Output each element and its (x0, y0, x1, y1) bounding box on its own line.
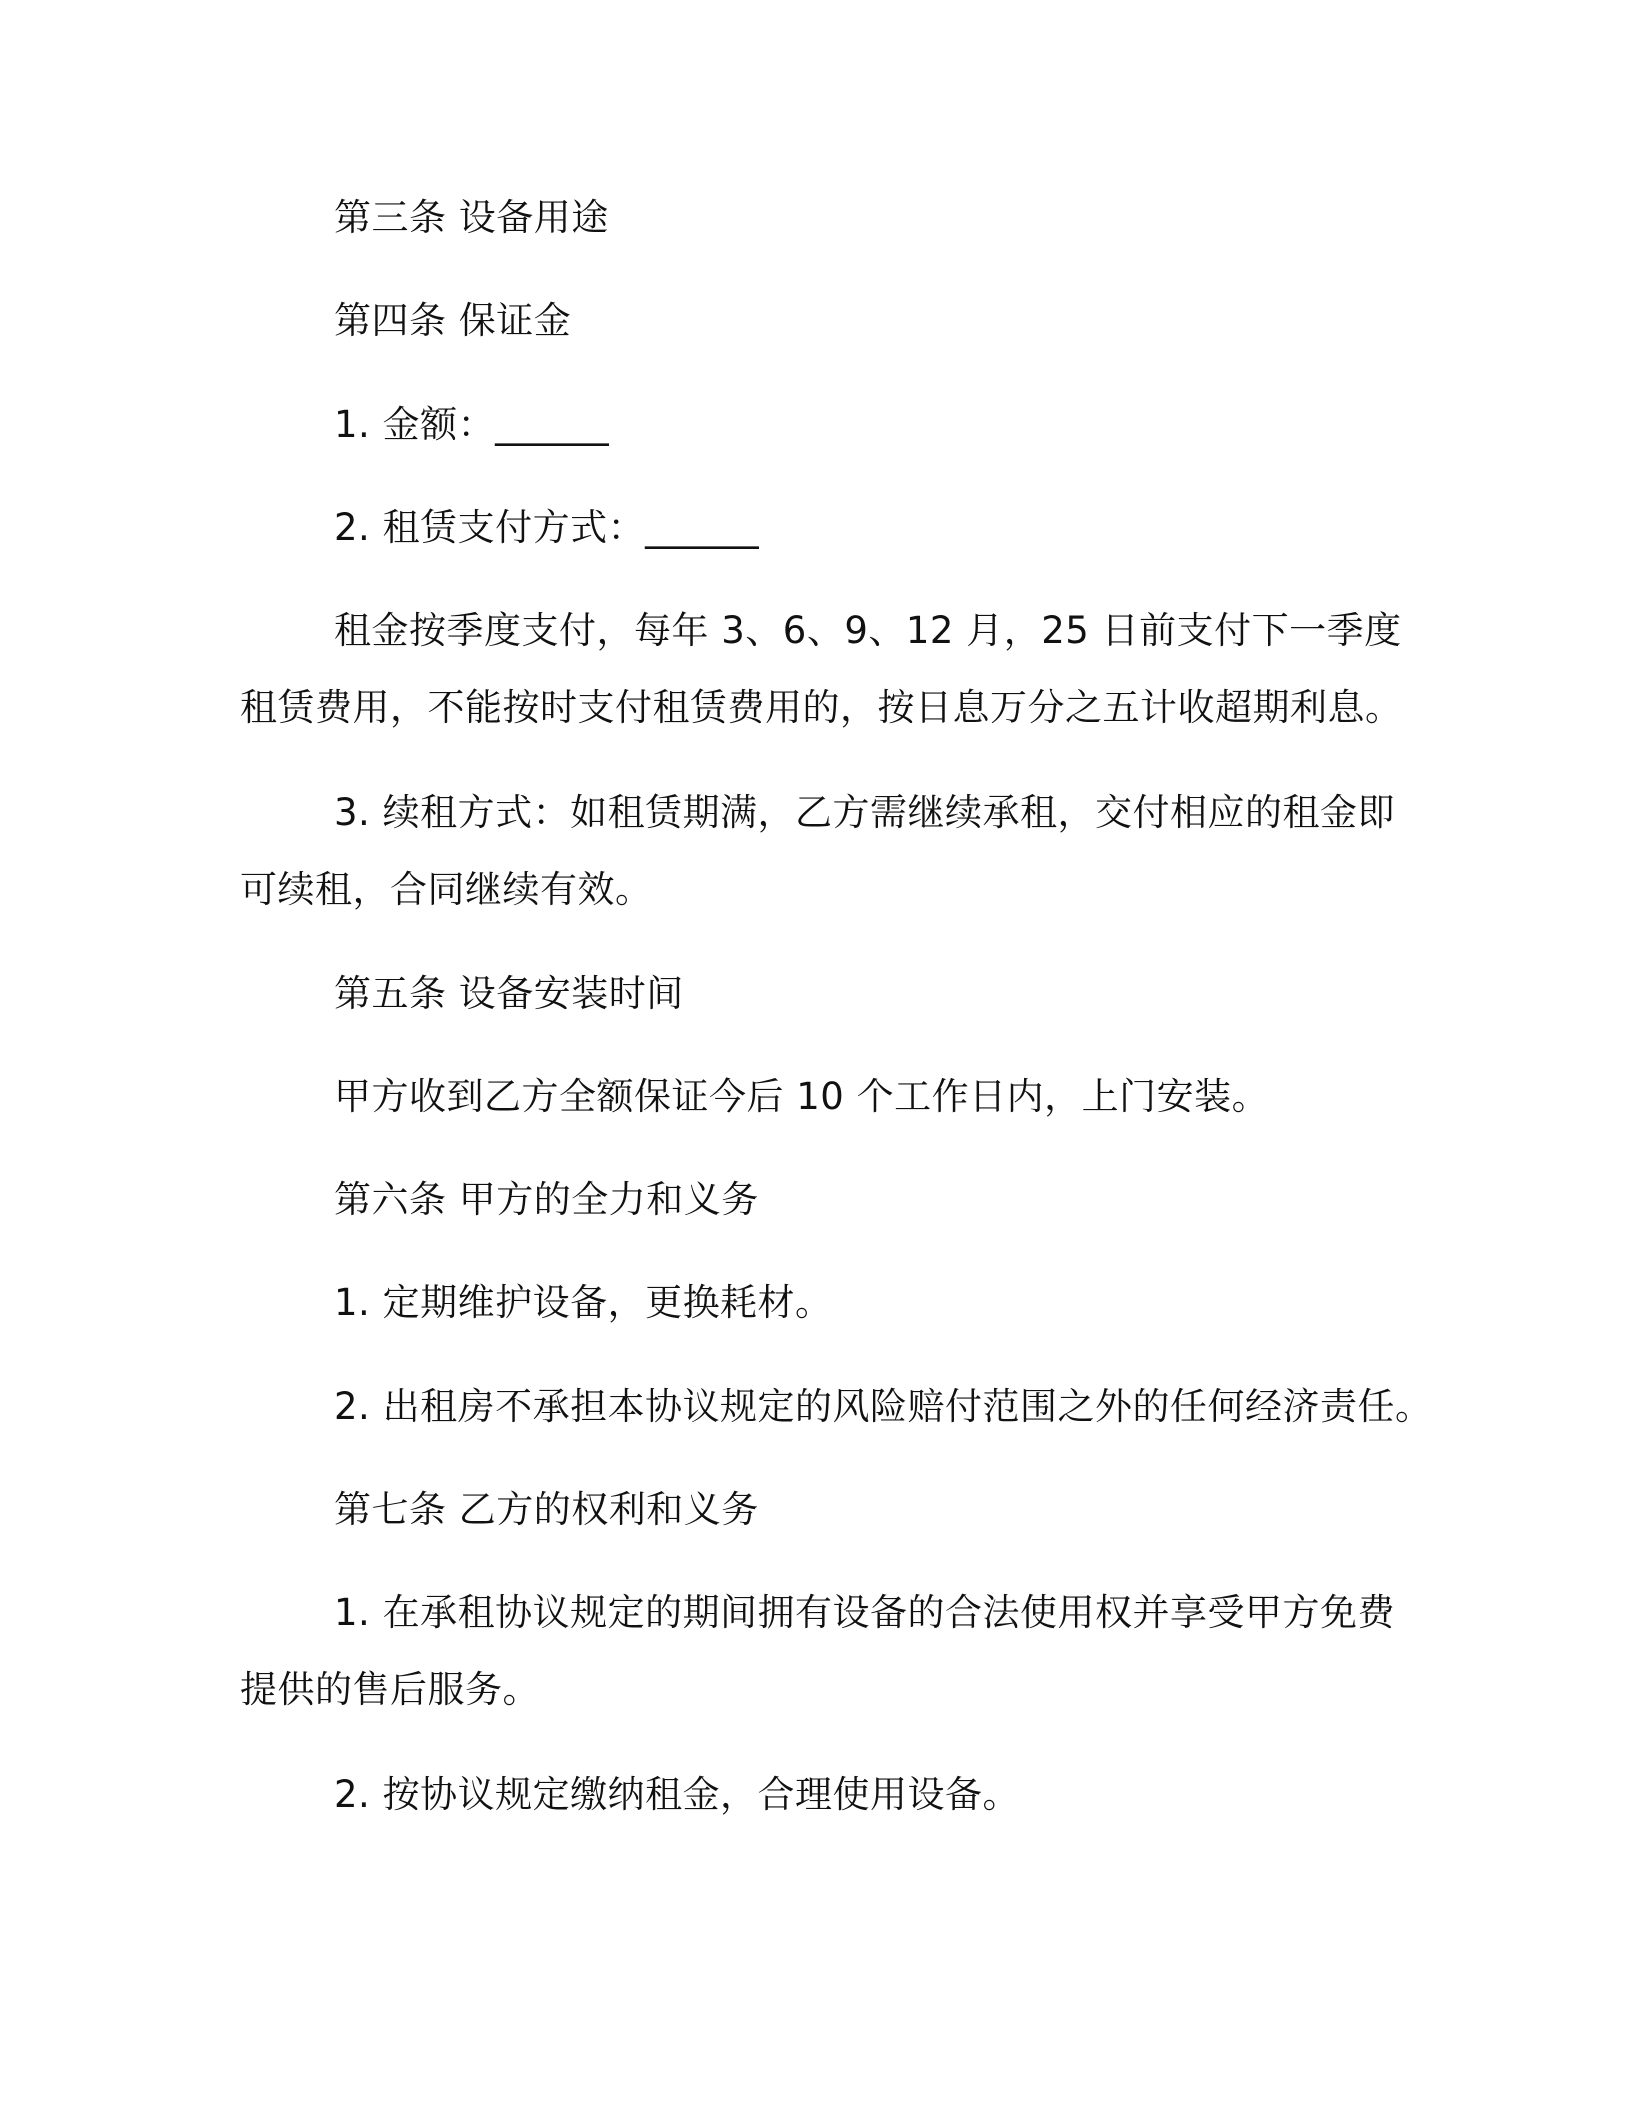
party-b-right-1-line-1: 1. 在承租协议规定的期间拥有设备的合法使用权并享受甲方免费 (334, 1591, 1396, 1634)
rent-paragraph-line-2: 租赁费用，不能按时支付租赁费用的，按日息万分之五计收超期利息。 (240, 686, 1403, 729)
payment-method-line: 2. 租赁支付方式：______ (334, 506, 760, 549)
party-b-duty-2: 2. 按协议规定缴纳租金，合理使用设备。 (334, 1773, 1021, 1816)
party-a-duty-1: 1. 定期维护设备，更换耗材。 (334, 1281, 833, 1324)
article-4-heading: 第四条 保证金 (334, 299, 572, 342)
party-b-right-1-line-2: 提供的售后服务。 (240, 1668, 540, 1711)
article-5-heading: 第五条 设备安装时间 (334, 972, 684, 1015)
article-7-heading: 第七条 乙方的权利和义务 (334, 1488, 759, 1531)
article-3-heading: 第三条 设备用途 (334, 196, 609, 239)
renewal-line-2: 可续租，合同继续有效。 (240, 868, 653, 911)
party-a-duty-2: 2. 出租房不承担本协议规定的风险赔付范围之外的任何经济责任。 (334, 1385, 1433, 1428)
renewal-line-1: 3. 续租方式：如租赁期满，乙方需继续承租，交付相应的租金即 (334, 791, 1396, 834)
installation-line: 甲方收到乙方全额保证今后 10 个工作日内，上门安装。 (334, 1075, 1270, 1118)
amount-line: 1. 金额：______ (334, 403, 610, 446)
article-6-heading: 第六条 甲方的全力和义务 (334, 1178, 759, 1221)
rent-paragraph-line-1: 租金按季度支付，每年 3、6、9、12 月，25 日前支付下一季度 (334, 609, 1402, 652)
